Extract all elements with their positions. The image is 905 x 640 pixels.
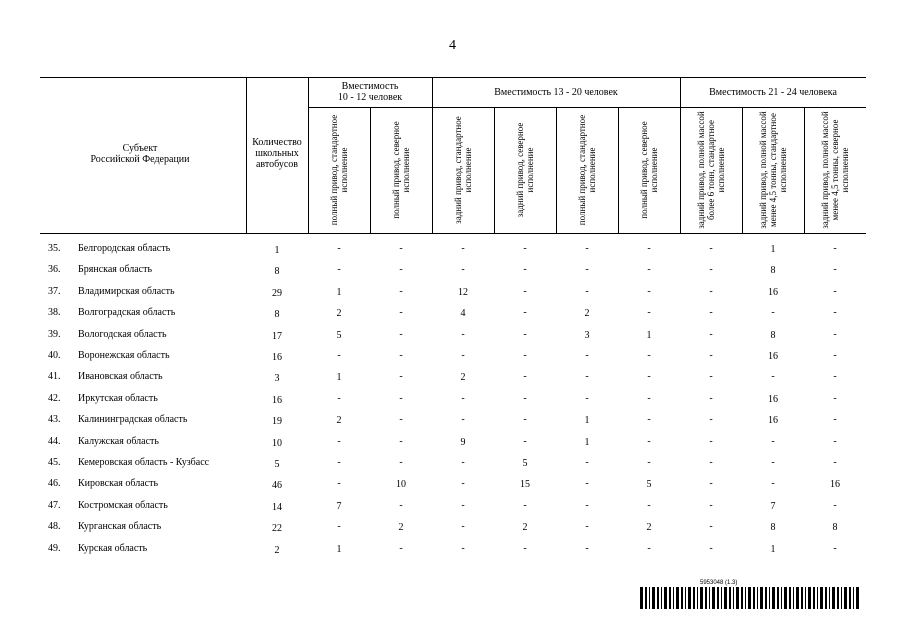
- row-cell: -: [647, 350, 651, 361]
- row-cell: 2: [398, 522, 404, 534]
- page-number: 4: [449, 38, 456, 53]
- row-cell: 15: [520, 479, 530, 491]
- row-cell: -: [771, 307, 775, 319]
- row-number: 49.: [48, 542, 61, 554]
- row-cell: -: [771, 371, 775, 383]
- row-cell: -: [337, 521, 341, 533]
- row-cell: -: [709, 457, 713, 468]
- row-cell: -: [523, 435, 527, 447]
- row-cell: -: [523, 392, 527, 404]
- row-number: 47.: [48, 499, 61, 511]
- row-cell: -: [461, 499, 465, 511]
- row-number: 44.: [48, 435, 61, 447]
- row-cell: -: [709, 414, 713, 426]
- row-cell: 9: [460, 436, 466, 448]
- region-name: Белгородская область: [78, 243, 171, 254]
- row-cell: -: [461, 264, 465, 276]
- row-cell: -: [523, 307, 527, 319]
- row-cell: -: [585, 243, 589, 254]
- row-cell: -: [399, 371, 403, 383]
- row-cell: -: [399, 542, 403, 554]
- row-cell: -: [833, 328, 837, 340]
- column-divider: [556, 107, 557, 233]
- row-cell: -: [337, 264, 341, 276]
- row-cell: -: [833, 350, 837, 361]
- column-divider: [804, 107, 805, 233]
- row-cell: -: [709, 371, 713, 383]
- subheader-1: полный привод, стандартное исполнение: [329, 114, 349, 226]
- row-cell: 5: [646, 479, 652, 491]
- row-cell: -: [833, 371, 837, 383]
- region-name: Вологодская область: [78, 328, 167, 340]
- table-top-rule: [40, 77, 866, 78]
- row-cell: -: [585, 521, 589, 533]
- row-cell: 7: [336, 500, 342, 512]
- region-name: Воронежская область: [78, 350, 170, 361]
- region-name: Ивановская область: [78, 371, 163, 383]
- row-number: 36.: [48, 264, 61, 276]
- row-cell: -: [647, 307, 651, 319]
- row-cell: -: [523, 264, 527, 276]
- row-cell: -: [833, 414, 837, 426]
- row-cell: -: [337, 457, 341, 468]
- row-number: 41.: [48, 371, 61, 383]
- row-cell: -: [523, 542, 527, 554]
- row-cell: -: [461, 478, 465, 490]
- row-cell: -: [523, 499, 527, 511]
- row-cell: 12: [458, 286, 468, 298]
- bus-count: 8: [274, 309, 280, 321]
- row-cell: -: [709, 285, 713, 297]
- row-cell: -: [647, 371, 651, 383]
- row-cell: -: [647, 414, 651, 426]
- row-cell: -: [833, 307, 837, 319]
- row-cell: 1: [584, 436, 590, 448]
- row-cell: -: [833, 243, 837, 254]
- bus-count: 14: [272, 501, 282, 513]
- row-cell: -: [833, 542, 837, 554]
- row-cell: -: [461, 328, 465, 340]
- column-divider: [494, 107, 495, 233]
- column-divider: [742, 107, 743, 233]
- row-cell: -: [647, 435, 651, 447]
- subheader-2: полный привод, северное исполнение: [391, 121, 411, 219]
- row-cell: -: [709, 350, 713, 361]
- region-name: Брянская область: [78, 264, 153, 276]
- column-divider: [370, 107, 371, 233]
- row-cell: 1: [646, 329, 652, 341]
- row-cell: -: [647, 457, 651, 468]
- row-cell: 1: [770, 244, 776, 255]
- row-cell: -: [833, 435, 837, 447]
- bus-count: 1: [274, 245, 280, 256]
- row-cell: 5: [336, 329, 342, 341]
- row-cell: -: [647, 264, 651, 276]
- row-number: 40.: [48, 350, 61, 361]
- subheader-3: задний привод, стандартное исполнение: [453, 116, 473, 224]
- row-cell: -: [337, 350, 341, 361]
- row-cell: -: [709, 243, 713, 254]
- row-cell: 4: [460, 308, 466, 320]
- row-cell: -: [461, 392, 465, 404]
- subheader-8: задний привод, полной массой менее 4,5 тонны, стандартное исполнение: [758, 111, 788, 229]
- subheader-4: задний привод, северное исполнение: [515, 122, 535, 218]
- row-cell: -: [585, 478, 589, 490]
- row-number: 45.: [48, 457, 61, 468]
- row-cell: -: [399, 285, 403, 297]
- row-cell: 2: [336, 415, 342, 427]
- row-cell: -: [709, 307, 713, 319]
- row-cell: -: [523, 371, 527, 383]
- row-cell: 16: [768, 415, 778, 427]
- row-cell: -: [461, 521, 465, 533]
- row-cell: -: [585, 350, 589, 361]
- row-cell: -: [833, 499, 837, 511]
- row-number: 48.: [48, 521, 61, 533]
- group-divider-rule: [308, 107, 866, 108]
- row-cell: -: [461, 243, 465, 254]
- region-name: Костромская область: [78, 499, 168, 511]
- row-cell: -: [647, 499, 651, 511]
- row-cell: 7: [770, 500, 776, 512]
- row-number: 46.: [48, 478, 61, 490]
- row-cell: -: [337, 478, 341, 490]
- row-cell: -: [585, 457, 589, 468]
- row-cell: 1: [584, 415, 590, 427]
- row-cell: -: [399, 414, 403, 426]
- row-cell: -: [709, 328, 713, 340]
- region-name: Курганская область: [78, 521, 162, 533]
- row-cell: -: [709, 499, 713, 511]
- subheader-9: задний привод, полной массой менее 4,5 тонны, северное исполнение: [820, 111, 850, 229]
- column-divider: [680, 77, 681, 233]
- header-bottom-rule: [40, 233, 866, 234]
- bus-count: 8: [274, 266, 280, 278]
- row-cell: -: [399, 328, 403, 340]
- row-cell: -: [833, 285, 837, 297]
- barcode-label: 5953048 (1.3): [700, 580, 738, 586]
- row-cell: 1: [336, 543, 342, 555]
- row-cell: 8: [770, 522, 776, 534]
- row-cell: 5: [522, 458, 528, 469]
- row-cell: 1: [336, 286, 342, 298]
- row-cell: -: [461, 542, 465, 554]
- header-subject: Субъект Российской Федерации: [90, 143, 190, 165]
- header-count: Количество школьных автобусов: [252, 137, 302, 170]
- bus-count: 2: [274, 544, 280, 556]
- column-divider: [432, 77, 433, 233]
- row-cell: -: [647, 542, 651, 554]
- region-name: Владимирская область: [78, 285, 175, 297]
- row-number: 42.: [48, 392, 61, 404]
- row-cell: -: [647, 243, 651, 254]
- region-name: Иркутская область: [78, 392, 158, 404]
- row-cell: -: [461, 414, 465, 426]
- row-cell: 2: [460, 372, 466, 384]
- row-cell: -: [585, 285, 589, 297]
- row-cell: 1: [336, 372, 342, 384]
- region-name: Калининградская область: [78, 414, 188, 426]
- row-cell: -: [709, 264, 713, 276]
- row-cell: -: [523, 328, 527, 340]
- row-cell: -: [461, 457, 465, 468]
- bus-count: 29: [272, 287, 282, 299]
- row-cell: 2: [584, 308, 590, 320]
- barcode-image: [640, 587, 863, 609]
- subheader-6: полный привод, северное исполнение: [639, 121, 659, 219]
- row-cell: -: [399, 243, 403, 254]
- row-number: 43.: [48, 414, 61, 426]
- subheader-5: полный привод, стандартное исполнение: [577, 114, 597, 226]
- row-cell: 16: [830, 479, 840, 491]
- row-cell: -: [709, 435, 713, 447]
- column-divider: [618, 107, 619, 233]
- row-cell: -: [585, 392, 589, 404]
- row-cell: -: [337, 392, 341, 404]
- bus-count: 16: [272, 394, 282, 406]
- row-cell: -: [585, 542, 589, 554]
- region-name: Кировская область: [78, 478, 159, 490]
- bus-count: 46: [272, 480, 282, 492]
- row-cell: 8: [770, 265, 776, 277]
- row-cell: -: [399, 435, 403, 447]
- bus-count: 5: [274, 459, 280, 470]
- row-cell: -: [833, 457, 837, 468]
- header-group-13-20: Вместимость 13 - 20 человек: [494, 87, 618, 98]
- bus-count: 3: [274, 373, 280, 385]
- row-cell: -: [399, 307, 403, 319]
- region-name: Кемеровская область - Кузбасс: [78, 457, 210, 468]
- row-cell: -: [647, 392, 651, 404]
- row-cell: 10: [396, 479, 406, 491]
- row-cell: -: [461, 350, 465, 361]
- row-cell: -: [771, 478, 775, 490]
- region-name: Курская область: [78, 542, 148, 554]
- row-cell: -: [337, 243, 341, 254]
- row-cell: -: [771, 457, 775, 468]
- row-cell: -: [585, 499, 589, 511]
- row-cell: -: [833, 392, 837, 404]
- row-cell: 16: [768, 393, 778, 405]
- row-cell: -: [523, 414, 527, 426]
- row-cell: -: [709, 392, 713, 404]
- row-number: 38.: [48, 307, 61, 319]
- region-name: Калужская область: [78, 435, 159, 447]
- row-cell: -: [399, 264, 403, 276]
- row-cell: -: [771, 435, 775, 447]
- header-group-10-12: Вместимость 10 - 12 человек: [337, 81, 403, 103]
- row-cell: -: [337, 435, 341, 447]
- row-cell: 8: [832, 522, 838, 534]
- bus-count: 22: [272, 523, 282, 535]
- header-group-21-24: Вместимость 21 - 24 человека: [709, 87, 837, 98]
- row-cell: -: [523, 243, 527, 254]
- row-cell: -: [709, 478, 713, 490]
- row-number: 35.: [48, 243, 61, 254]
- row-cell: 8: [770, 329, 776, 341]
- region-name: Волгоградская область: [78, 307, 176, 319]
- row-cell: 16: [768, 286, 778, 298]
- row-cell: 2: [522, 522, 528, 534]
- row-number: 39.: [48, 328, 61, 340]
- bus-count: 19: [272, 416, 282, 428]
- bus-count: 17: [272, 330, 282, 342]
- row-cell: -: [709, 521, 713, 533]
- row-cell: -: [523, 285, 527, 297]
- row-cell: 1: [770, 543, 776, 555]
- row-cell: -: [399, 457, 403, 468]
- row-cell: -: [709, 542, 713, 554]
- row-cell: -: [585, 264, 589, 276]
- subheader-7: задний привод, полной массой более 6 тонн, стандартное исполнение: [696, 111, 726, 229]
- row-cell: -: [399, 392, 403, 404]
- row-cell: -: [647, 285, 651, 297]
- row-cell: -: [833, 264, 837, 276]
- row-cell: 2: [646, 522, 652, 534]
- row-cell: 2: [336, 308, 342, 320]
- row-cell: 3: [584, 329, 590, 341]
- row-cell: -: [399, 350, 403, 361]
- row-cell: -: [585, 371, 589, 383]
- row-number: 37.: [48, 285, 61, 297]
- row-cell: -: [399, 499, 403, 511]
- row-cell: -: [523, 350, 527, 361]
- bus-count: 10: [272, 437, 282, 449]
- bus-count: 16: [272, 352, 282, 363]
- row-cell: 16: [768, 351, 778, 362]
